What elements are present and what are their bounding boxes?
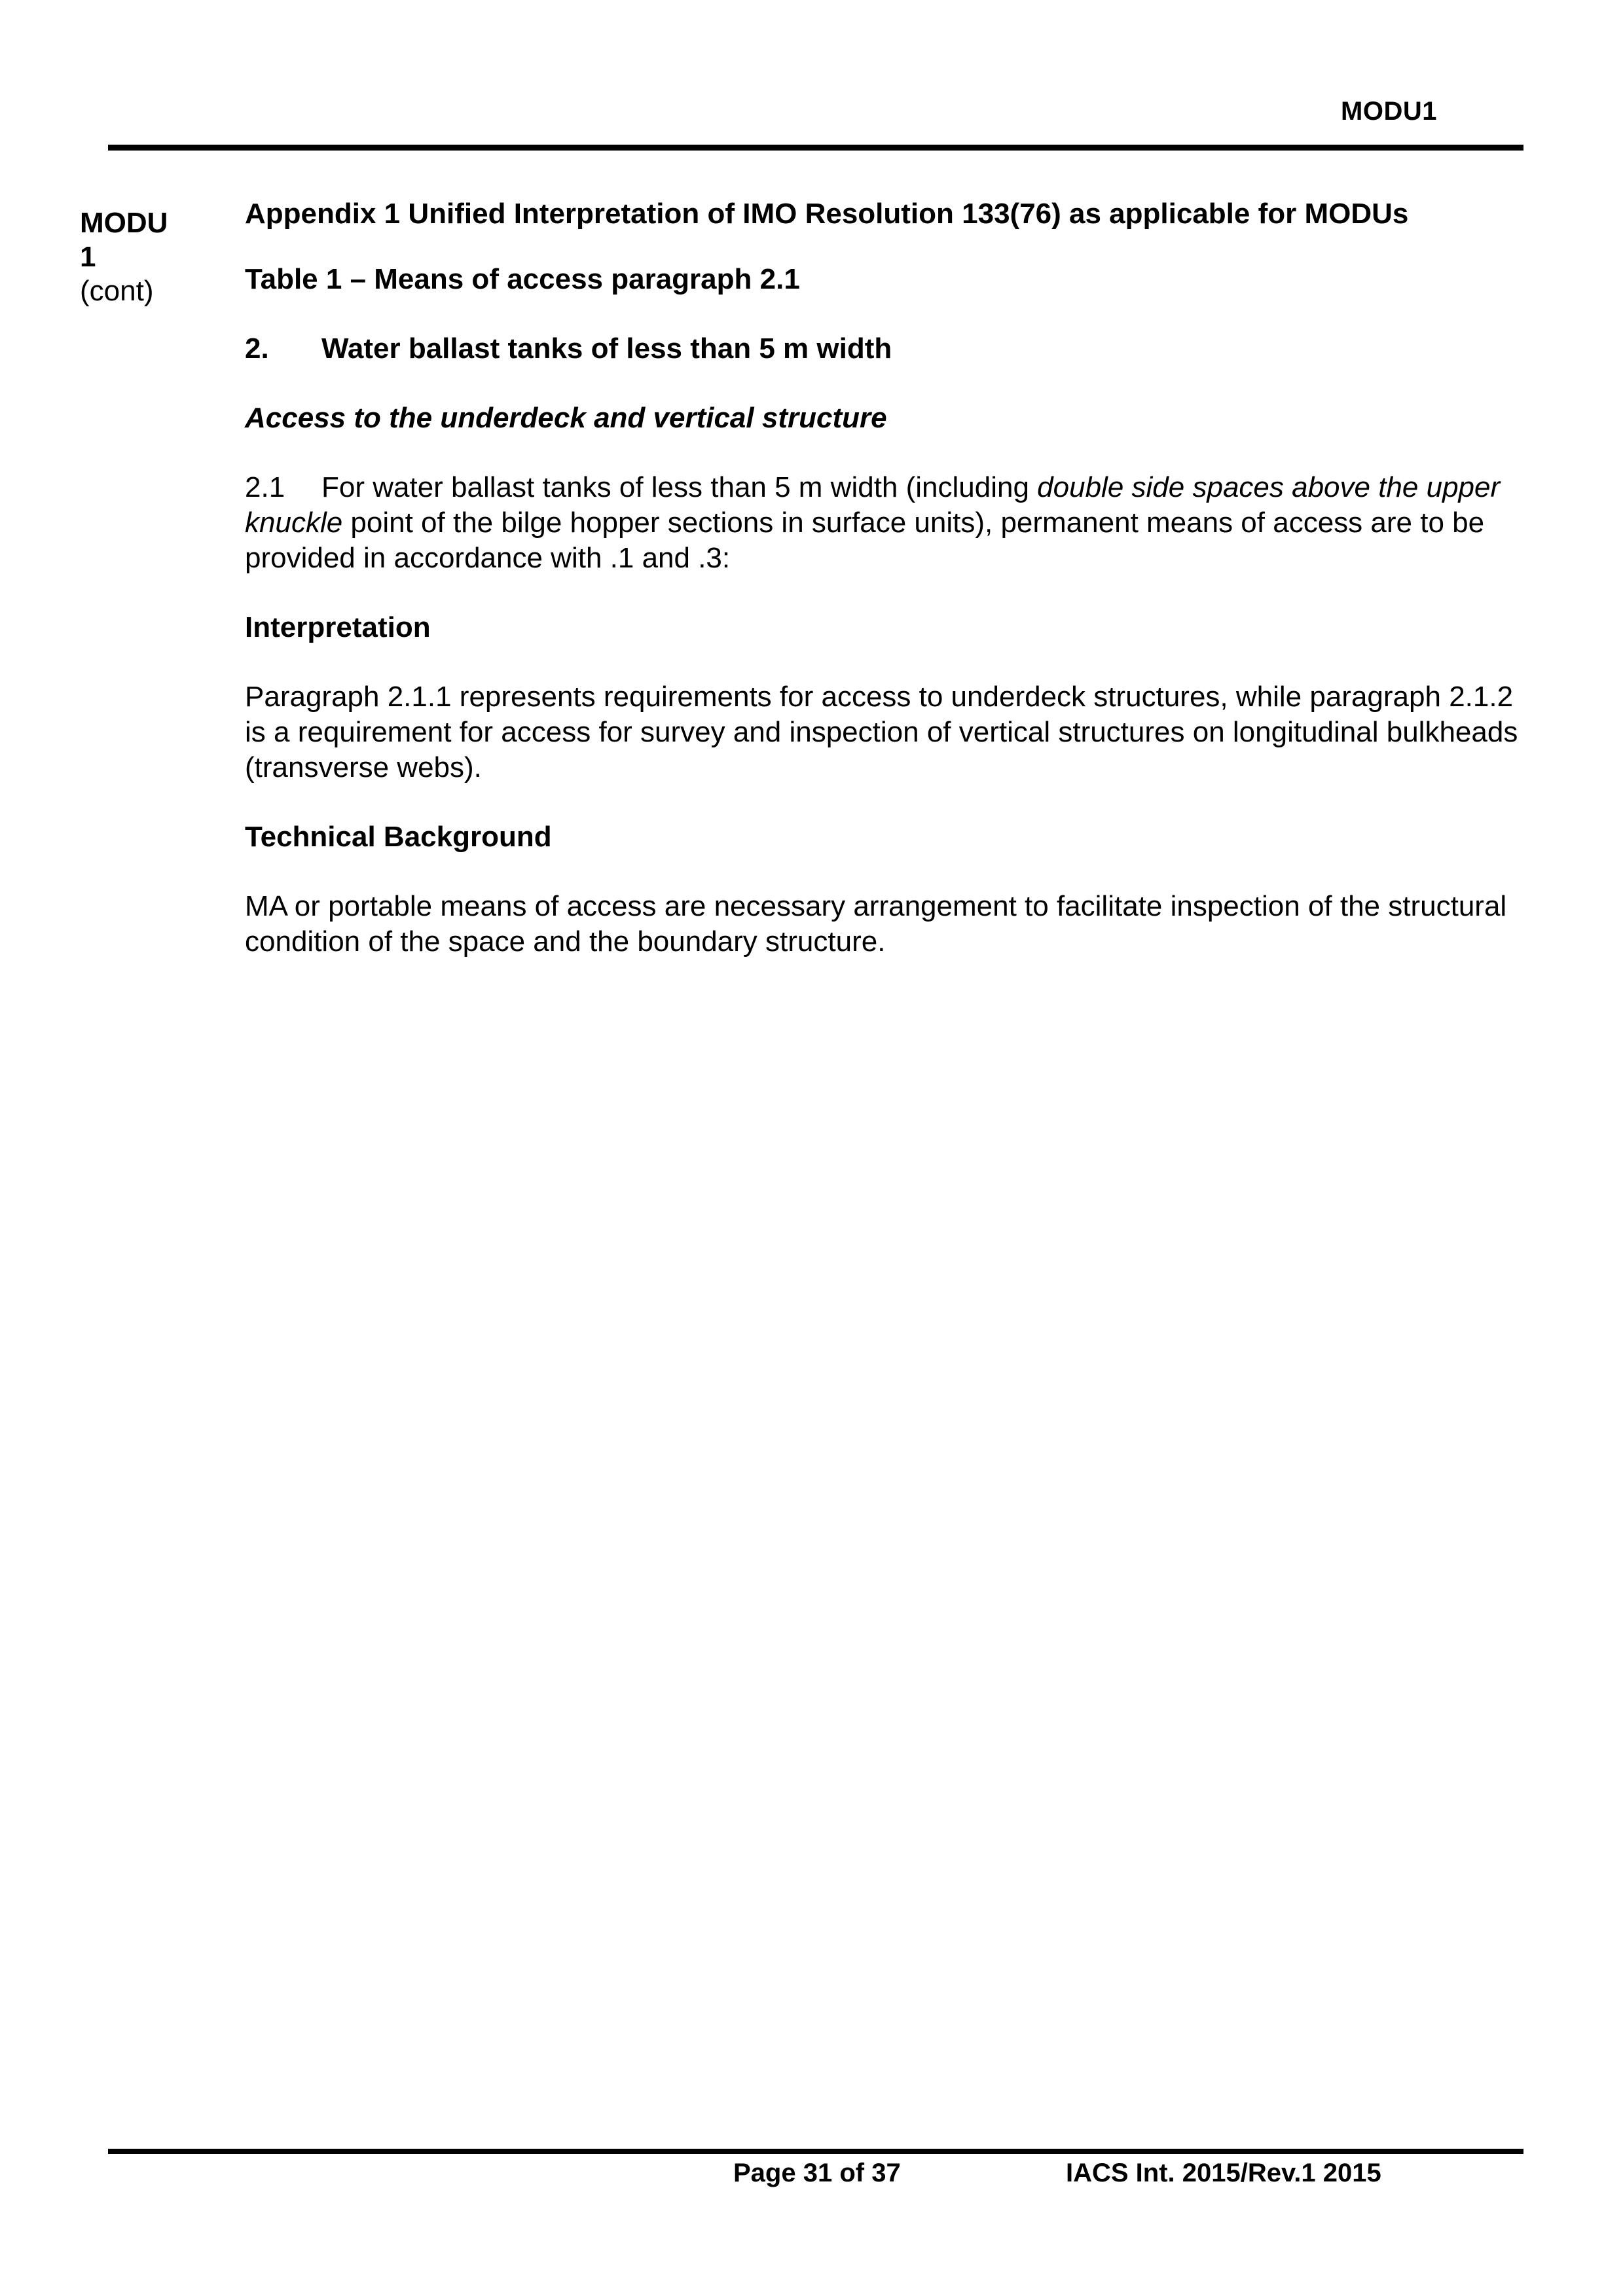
- interpretation-text: Paragraph 2.1.1 represents requirements for access to underdeck structures, while paragraph 2.1.2 is a requirement for access for survey and inspection of vertical structures on longitudinal bulkheads (transverse webs).: [245, 681, 1518, 783]
- margin-label: [80, 206, 168, 308]
- section-title: [245, 331, 1528, 367]
- paragraph-text-a: For water ballast tanks of less than 5 m width (including: [321, 471, 1038, 503]
- interpretation-heading: Interpretation: [245, 611, 431, 643]
- footer-rule: [108, 2149, 1523, 2154]
- technical-background-text: MA or portable means of access are necessary arrangement to facilitate inspection of the structural condition of the space and the boundary structure.: [245, 890, 1507, 958]
- document-code: MODU1: [1341, 97, 1437, 126]
- page-number: Page 31 of 37: [733, 2159, 901, 2187]
- document-reference: IACS Int. 2015/Rev.1 2015: [1066, 2159, 1381, 2187]
- header-rule: [108, 145, 1523, 151]
- subheading: Access to the underdeck and vertical structure: [245, 402, 887, 434]
- technical-background-heading: Technical Background: [245, 821, 552, 853]
- paragraph-number: 2.1: [245, 471, 285, 503]
- main-content: [245, 196, 1528, 994]
- margin-label-number: 1: [80, 241, 96, 273]
- section-title-text: Water ballast tanks of less than 5 m width: [321, 332, 892, 365]
- paragraph-2-1: [245, 470, 1528, 576]
- section-number: 2.: [245, 332, 269, 365]
- margin-label-cont: (cont): [80, 275, 154, 307]
- paragraph-text-italic: double side spaces above the upper knuckle: [245, 471, 1501, 539]
- appendix-title: Appendix 1 Unified Interpretation of IMO Resolution 133(76) as applicable for MODUs: [245, 198, 1409, 230]
- paragraph-text-b: point of the bilge hopper sections in surface units), permanent means of access are to be provided in accordance with .1 and .3:: [245, 507, 1485, 574]
- table-title: Table 1 – Means of access paragraph 2.1: [245, 263, 800, 295]
- margin-label-code: MODU: [80, 207, 168, 239]
